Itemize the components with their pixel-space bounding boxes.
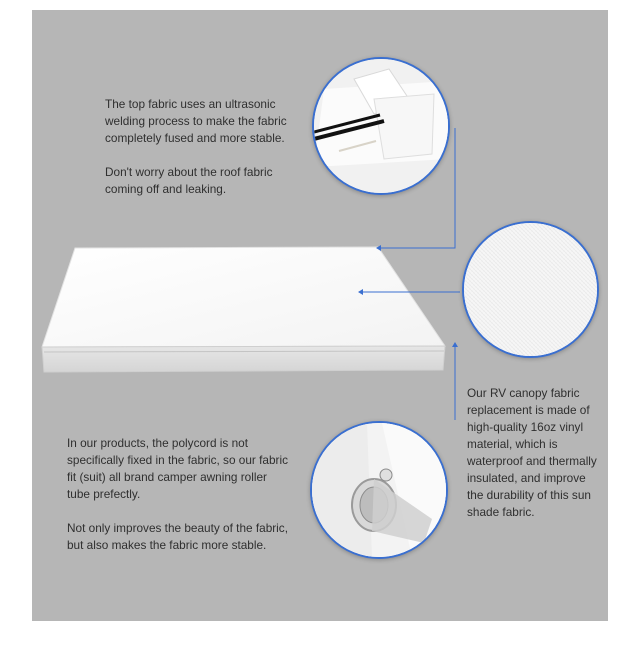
polycord-line: In our products, the polycord is not xyxy=(67,436,248,450)
vinyl-line: shade fabric. xyxy=(467,505,535,519)
vinyl-line: replacement is made of xyxy=(467,403,590,417)
top-fabric-line: Don't worry about the roof fabric xyxy=(105,165,273,179)
vinyl-line: insulated, and improve xyxy=(467,471,586,485)
top-fabric-description xyxy=(105,96,287,198)
roller-tube-closeup xyxy=(310,421,448,559)
vinyl-line: the durability of this sun xyxy=(467,488,591,502)
welded-seam-closeup-icon xyxy=(314,59,448,193)
top-fabric-line: coming off and leaking. xyxy=(105,182,227,196)
welded-seam-closeup xyxy=(312,57,450,195)
top-fabric-line: The top fabric uses an ultrasonic xyxy=(105,97,276,111)
polycord-line: but also makes the fabric more stable. xyxy=(67,538,267,552)
polycord-line: fit (suit) all brand camper awning roller xyxy=(67,470,267,484)
vinyl-line: Our RV canopy fabric xyxy=(467,386,580,400)
polycord-line: specifically fixed in the fabric, so our fabric xyxy=(67,453,288,467)
polycord-description xyxy=(67,435,288,554)
polycord-line: tube prefectly. xyxy=(67,487,141,501)
top-fabric-line: completely fused and more stable. xyxy=(105,131,285,145)
vinyl-line: high-quality 16oz vinyl xyxy=(467,420,584,434)
vinyl-material-description xyxy=(467,385,597,521)
top-fabric-line: welding process to make the fabric xyxy=(105,114,287,128)
vinyl-line: material, which is xyxy=(467,437,558,451)
roller-tube-polycord-closeup-icon xyxy=(312,423,446,557)
polycord-line: Not only improves the beauty of the fabric, xyxy=(67,521,288,535)
fabric-texture-closeup-icon xyxy=(464,223,597,356)
fabric-texture-closeup xyxy=(462,221,599,358)
vinyl-line: waterproof and thermally xyxy=(467,454,597,468)
